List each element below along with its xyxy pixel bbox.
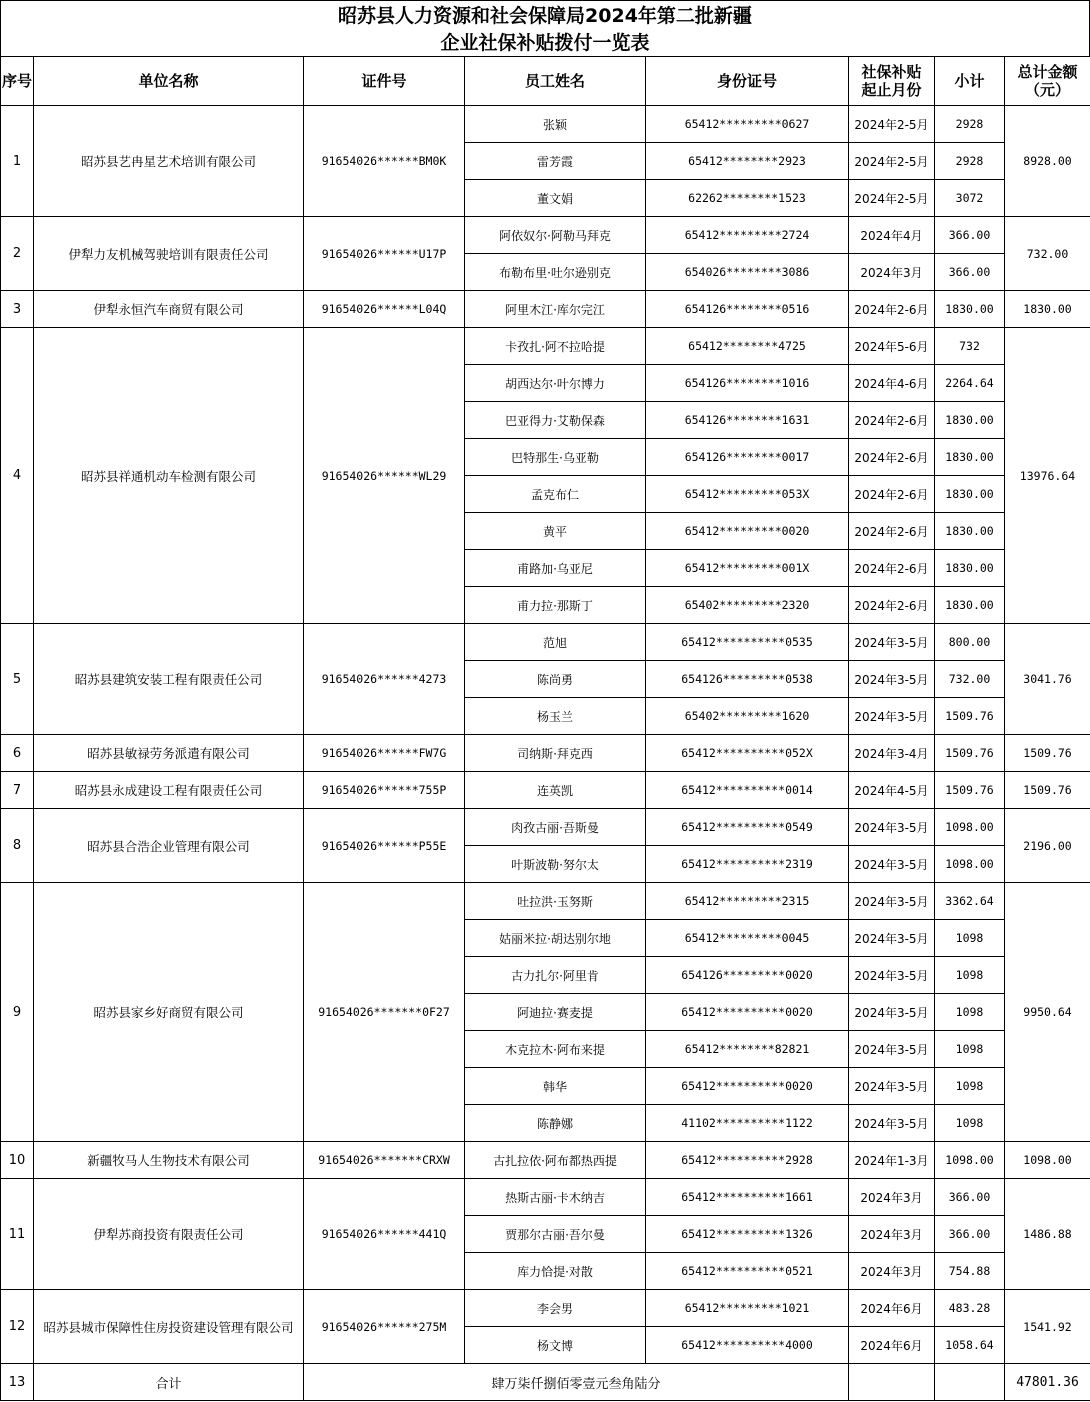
period-cell: 2024年1-3月 — [849, 1142, 935, 1179]
id-number-cell: 654126*********0538 — [646, 661, 849, 698]
subtotal-cell: 1098.00 — [935, 846, 1005, 883]
employee-name-cell: 阿里木江·库尔完江 — [465, 291, 646, 328]
title-line-1: 昭苏县人力资源和社会保障局2024年第二批新疆 — [338, 5, 752, 27]
employee-name-cell: 库力恰提·对散 — [465, 1253, 646, 1290]
id-number-cell: 65412**********052X — [646, 735, 849, 772]
unit-name-cell: 昭苏县敏禄劳务派遣有限公司 — [34, 735, 304, 772]
id-number-cell: 654126********1016 — [646, 365, 849, 402]
id-number-cell: 65412**********2928 — [646, 1142, 849, 1179]
subtotal-cell: 483.28 — [935, 1290, 1005, 1327]
subtotal-cell: 754.88 — [935, 1253, 1005, 1290]
summary-amount-words: 肆万柒仟捌佰零壹元叁角陆分 — [304, 1364, 849, 1401]
unit-name-cell: 昭苏县家乡好商贸有限公司 — [34, 883, 304, 1142]
id-number-cell: 65412********2923 — [646, 143, 849, 180]
unit-name-cell: 新疆牧马人生物技术有限公司 — [34, 1142, 304, 1179]
unit-name-cell: 伊犁力友机械驾驶培训有限责任公司 — [34, 217, 304, 291]
summary-seq: 13 — [1, 1364, 34, 1401]
id-number-cell: 65412**********0020 — [646, 1068, 849, 1105]
id-number-cell: 65412**********1661 — [646, 1179, 849, 1216]
table-row — [1, 106, 1090, 143]
employee-name-cell: 古扎拉依·阿布都热西提 — [465, 1142, 646, 1179]
header-total-line-2: （元） — [1024, 81, 1070, 99]
subsidy-table — [0, 56, 1090, 1401]
employee-name-cell: 陈静娜 — [465, 1105, 646, 1142]
subtotal-cell: 1058.64 — [935, 1327, 1005, 1364]
subtotal-cell: 1098.00 — [935, 809, 1005, 846]
id-number-cell: 654126********0017 — [646, 439, 849, 476]
summary-empty-cell — [935, 1364, 1005, 1401]
employee-name-cell: 李会男 — [465, 1290, 646, 1327]
unit-name-cell: 昭苏县祥通机动车检测有限公司 — [34, 328, 304, 624]
header-period-line-2: 起止月份 — [861, 81, 922, 99]
subtotal-cell: 1830.00 — [935, 587, 1005, 624]
header-period-line-1: 社保补贴 — [861, 63, 922, 81]
employee-name-cell: 姑丽米拉·胡达别尔地 — [465, 920, 646, 957]
cert-number-cell: 91654026******U17P — [304, 217, 465, 291]
id-number-cell: 654126*********0020 — [646, 957, 849, 994]
id-number-cell: 654126********0516 — [646, 291, 849, 328]
total-amount-cell: 13976.64 — [1005, 328, 1090, 624]
employee-name-cell: 连英凯 — [465, 772, 646, 809]
period-cell: 2024年2-5月 — [849, 143, 935, 180]
table-row — [1, 217, 1090, 254]
subtotal-cell: 1098 — [935, 957, 1005, 994]
subtotal-cell: 1098 — [935, 1105, 1005, 1142]
employee-name-cell: 肉孜古丽·吾斯曼 — [465, 809, 646, 846]
period-cell: 2024年3月 — [849, 1179, 935, 1216]
total-amount-cell: 1830.00 — [1005, 291, 1090, 328]
total-amount-cell: 8928.00 — [1005, 106, 1090, 217]
unit-name-cell: 昭苏县永成建设工程有限责任公司 — [34, 772, 304, 809]
title-line-2: 企业社保补贴拨付一览表 — [440, 32, 650, 54]
id-number-cell: 654026********3086 — [646, 254, 849, 291]
subtotal-cell: 366.00 — [935, 1179, 1005, 1216]
id-number-cell: 65412**********0020 — [646, 994, 849, 1031]
summary-row — [1, 1364, 1090, 1401]
table-row — [1, 1290, 1090, 1327]
employee-name-cell: 司纳斯·拜克西 — [465, 735, 646, 772]
subtotal-cell: 800.00 — [935, 624, 1005, 661]
employee-name-cell: 韩华 — [465, 1068, 646, 1105]
employee-name-cell: 巴特那生·乌亚勒 — [465, 439, 646, 476]
header-total-line-1: 总计金额 — [1017, 63, 1078, 81]
id-number-cell: 65412*********0045 — [646, 920, 849, 957]
period-cell: 2024年2-6月 — [849, 513, 935, 550]
id-number-cell: 65412**********4000 — [646, 1327, 849, 1364]
total-amount-cell: 9950.64 — [1005, 883, 1090, 1142]
cert-number-cell: 91654026******275M — [304, 1290, 465, 1364]
period-cell: 2024年2-6月 — [849, 587, 935, 624]
summary-empty-cell — [849, 1364, 935, 1401]
employee-name-cell: 卡孜扎·阿不拉哈提 — [465, 328, 646, 365]
header-employee-name: 员工姓名 — [465, 57, 646, 106]
employee-name-cell: 孟克布仁 — [465, 476, 646, 513]
period-cell: 2024年2-5月 — [849, 106, 935, 143]
document-title — [0, 0, 1090, 56]
employee-name-cell: 范旭 — [465, 624, 646, 661]
cert-number-cell: 91654026******L04Q — [304, 291, 465, 328]
id-number-cell: 65402*********1620 — [646, 698, 849, 735]
subtotal-cell: 1509.76 — [935, 698, 1005, 735]
seq-cell: 1 — [1, 106, 34, 217]
table-row — [1, 624, 1090, 661]
seq-cell: 7 — [1, 772, 34, 809]
table-row — [1, 328, 1090, 365]
table-row — [1, 1142, 1090, 1179]
period-cell: 2024年3-5月 — [849, 846, 935, 883]
id-number-cell: 65412**********0521 — [646, 1253, 849, 1290]
seq-cell: 6 — [1, 735, 34, 772]
period-cell: 2024年3-5月 — [849, 1105, 935, 1142]
subtotal-cell: 1098 — [935, 994, 1005, 1031]
id-number-cell: 41102**********1122 — [646, 1105, 849, 1142]
subtotal-cell: 1830.00 — [935, 439, 1005, 476]
employee-name-cell: 叶斯波勒·努尔太 — [465, 846, 646, 883]
employee-name-cell: 董文娟 — [465, 180, 646, 217]
table-row — [1, 291, 1090, 328]
cert-number-cell: 91654026******755P — [304, 772, 465, 809]
summary-label: 合计 — [34, 1364, 304, 1401]
table-row — [1, 1179, 1090, 1216]
seq-cell: 8 — [1, 809, 34, 883]
cert-number-cell: 91654026******BM0K — [304, 106, 465, 217]
unit-name-cell: 伊犁永恒汽车商贸有限公司 — [34, 291, 304, 328]
id-number-cell: 62262********1523 — [646, 180, 849, 217]
employee-name-cell: 杨文博 — [465, 1327, 646, 1364]
cert-number-cell: 91654026******441Q — [304, 1179, 465, 1290]
total-amount-cell: 1541.92 — [1005, 1290, 1090, 1364]
period-cell: 2024年2-6月 — [849, 550, 935, 587]
id-number-cell: 65412*********001X — [646, 550, 849, 587]
unit-name-cell: 昭苏县城市保障性住房投资建设管理有限公司 — [34, 1290, 304, 1364]
id-number-cell: 65412*********1021 — [646, 1290, 849, 1327]
table-row — [1, 883, 1090, 920]
subtotal-cell: 1509.76 — [935, 735, 1005, 772]
header-unit-name: 单位名称 — [34, 57, 304, 106]
subtotal-cell: 366.00 — [935, 217, 1005, 254]
seq-cell: 4 — [1, 328, 34, 624]
period-cell: 2024年3-5月 — [849, 661, 935, 698]
period-cell: 2024年4-5月 — [849, 772, 935, 809]
subtotal-cell: 1098 — [935, 920, 1005, 957]
id-number-cell: 65412**********2319 — [646, 846, 849, 883]
employee-name-cell: 贾那尔古丽·吾尔曼 — [465, 1216, 646, 1253]
subtotal-cell: 1509.76 — [935, 772, 1005, 809]
period-cell: 2024年3-5月 — [849, 957, 935, 994]
employee-name-cell: 布勒布里·吐尔逊别克 — [465, 254, 646, 291]
id-number-cell: 65412*********0020 — [646, 513, 849, 550]
unit-name-cell: 昭苏县建筑安装工程有限责任公司 — [34, 624, 304, 735]
subtotal-cell: 366.00 — [935, 254, 1005, 291]
seq-cell: 12 — [1, 1290, 34, 1364]
cert-number-cell: 91654026******FW7G — [304, 735, 465, 772]
header-total-amount — [1005, 57, 1090, 106]
cert-number-cell: 91654026*******0F27 — [304, 883, 465, 1142]
table-row — [1, 772, 1090, 809]
id-number-cell: 65412*********053X — [646, 476, 849, 513]
subtotal-cell: 1098.00 — [935, 1142, 1005, 1179]
id-number-cell: 654126********1631 — [646, 402, 849, 439]
period-cell: 2024年3-5月 — [849, 1068, 935, 1105]
subtotal-cell: 1830.00 — [935, 291, 1005, 328]
id-number-cell: 65412**********1326 — [646, 1216, 849, 1253]
unit-name-cell: 伊犁苏商投资有限责任公司 — [34, 1179, 304, 1290]
seq-cell: 9 — [1, 883, 34, 1142]
subtotal-cell: 1098 — [935, 1068, 1005, 1105]
period-cell: 2024年3月 — [849, 1253, 935, 1290]
period-cell: 2024年3-5月 — [849, 883, 935, 920]
cert-number-cell: 91654026******P55E — [304, 809, 465, 883]
id-number-cell: 65412********82821 — [646, 1031, 849, 1068]
seq-cell: 10 — [1, 1142, 34, 1179]
employee-name-cell: 陈尚勇 — [465, 661, 646, 698]
id-number-cell: 65412*********2315 — [646, 883, 849, 920]
subtotal-cell: 1830.00 — [935, 402, 1005, 439]
total-amount-cell: 1509.76 — [1005, 735, 1090, 772]
employee-name-cell: 木克拉木·阿布来提 — [465, 1031, 646, 1068]
period-cell: 2024年3-5月 — [849, 698, 935, 735]
header-period — [849, 57, 935, 106]
employee-name-cell: 甫路加·乌亚尼 — [465, 550, 646, 587]
period-cell: 2024年2-6月 — [849, 476, 935, 513]
employee-name-cell: 雷芳霞 — [465, 143, 646, 180]
seq-cell: 11 — [1, 1179, 34, 1290]
unit-name-cell: 昭苏县合浩企业管理有限公司 — [34, 809, 304, 883]
id-number-cell: 65412**********0535 — [646, 624, 849, 661]
subtotal-cell: 732 — [935, 328, 1005, 365]
employee-name-cell: 阿迪拉·赛麦提 — [465, 994, 646, 1031]
id-number-cell: 65412**********0014 — [646, 772, 849, 809]
subtotal-cell: 366.00 — [935, 1216, 1005, 1253]
period-cell: 2024年3-4月 — [849, 735, 935, 772]
total-amount-cell: 2196.00 — [1005, 809, 1090, 883]
seq-cell: 2 — [1, 217, 34, 291]
subtotal-cell: 3072 — [935, 180, 1005, 217]
cert-number-cell: 91654026******4273 — [304, 624, 465, 735]
cert-number-cell: 91654026******WL29 — [304, 328, 465, 624]
header-subtotal: 小计 — [935, 57, 1005, 106]
employee-name-cell: 胡西达尔·叶尔博力 — [465, 365, 646, 402]
id-number-cell: 65402*********2320 — [646, 587, 849, 624]
period-cell: 2024年4-6月 — [849, 365, 935, 402]
employee-name-cell: 古力扎尔·阿里肯 — [465, 957, 646, 994]
id-number-cell: 65412*********2724 — [646, 217, 849, 254]
subtotal-cell: 1098 — [935, 1031, 1005, 1068]
subtotal-cell: 2928 — [935, 143, 1005, 180]
total-amount-cell: 1509.76 — [1005, 772, 1090, 809]
employee-name-cell: 张颖 — [465, 106, 646, 143]
period-cell: 2024年5-6月 — [849, 328, 935, 365]
employee-name-cell: 黄平 — [465, 513, 646, 550]
cert-number-cell: 91654026*******CRXW — [304, 1142, 465, 1179]
employee-name-cell: 吐拉洪·玉努斯 — [465, 883, 646, 920]
subtotal-cell: 1830.00 — [935, 476, 1005, 513]
seq-cell: 5 — [1, 624, 34, 735]
period-cell: 2024年4月 — [849, 217, 935, 254]
subtotal-cell: 2264.64 — [935, 365, 1005, 402]
period-cell: 2024年3-5月 — [849, 920, 935, 957]
table-row — [1, 809, 1090, 846]
employee-name-cell: 巴亚得力·艾勒保森 — [465, 402, 646, 439]
subtotal-cell: 732.00 — [935, 661, 1005, 698]
period-cell: 2024年2-5月 — [849, 180, 935, 217]
employee-name-cell: 阿依奴尔·阿勒马拜克 — [465, 217, 646, 254]
subtotal-cell: 3362.64 — [935, 883, 1005, 920]
period-cell: 2024年6月 — [849, 1290, 935, 1327]
table-body — [1, 106, 1090, 1364]
period-cell: 2024年3-5月 — [849, 624, 935, 661]
period-cell: 2024年3-5月 — [849, 809, 935, 846]
employee-name-cell: 杨玉兰 — [465, 698, 646, 735]
header-id-number: 身份证号 — [646, 57, 849, 106]
period-cell: 2024年3月 — [849, 1216, 935, 1253]
header-cert-number: 证件号 — [304, 57, 465, 106]
period-cell: 2024年3月 — [849, 254, 935, 291]
employee-name-cell: 热斯古丽·卡木纳吉 — [465, 1179, 646, 1216]
total-amount-cell: 1098.00 — [1005, 1142, 1090, 1179]
employee-name-cell: 甫力拉·那斯丁 — [465, 587, 646, 624]
subtotal-cell: 1830.00 — [935, 513, 1005, 550]
seq-cell: 3 — [1, 291, 34, 328]
header-row — [1, 57, 1090, 106]
period-cell: 2024年2-6月 — [849, 291, 935, 328]
header-seq: 序号 — [1, 57, 34, 106]
unit-name-cell: 昭苏县艺冉星艺术培训有限公司 — [34, 106, 304, 217]
subtotal-cell: 1830.00 — [935, 550, 1005, 587]
id-number-cell: 65412**********0549 — [646, 809, 849, 846]
id-number-cell: 65412*********0627 — [646, 106, 849, 143]
total-amount-cell: 3041.76 — [1005, 624, 1090, 735]
subtotal-cell: 2928 — [935, 106, 1005, 143]
period-cell: 2024年6月 — [849, 1327, 935, 1364]
period-cell: 2024年2-6月 — [849, 439, 935, 476]
id-number-cell: 65412********4725 — [646, 328, 849, 365]
period-cell: 2024年2-6月 — [849, 402, 935, 439]
table-row — [1, 735, 1090, 772]
period-cell: 2024年3-5月 — [849, 1031, 935, 1068]
total-amount-cell: 732.00 — [1005, 217, 1090, 291]
summary-total: 47801.36 — [1005, 1364, 1090, 1401]
period-cell: 2024年3-5月 — [849, 994, 935, 1031]
total-amount-cell: 1486.88 — [1005, 1179, 1090, 1290]
